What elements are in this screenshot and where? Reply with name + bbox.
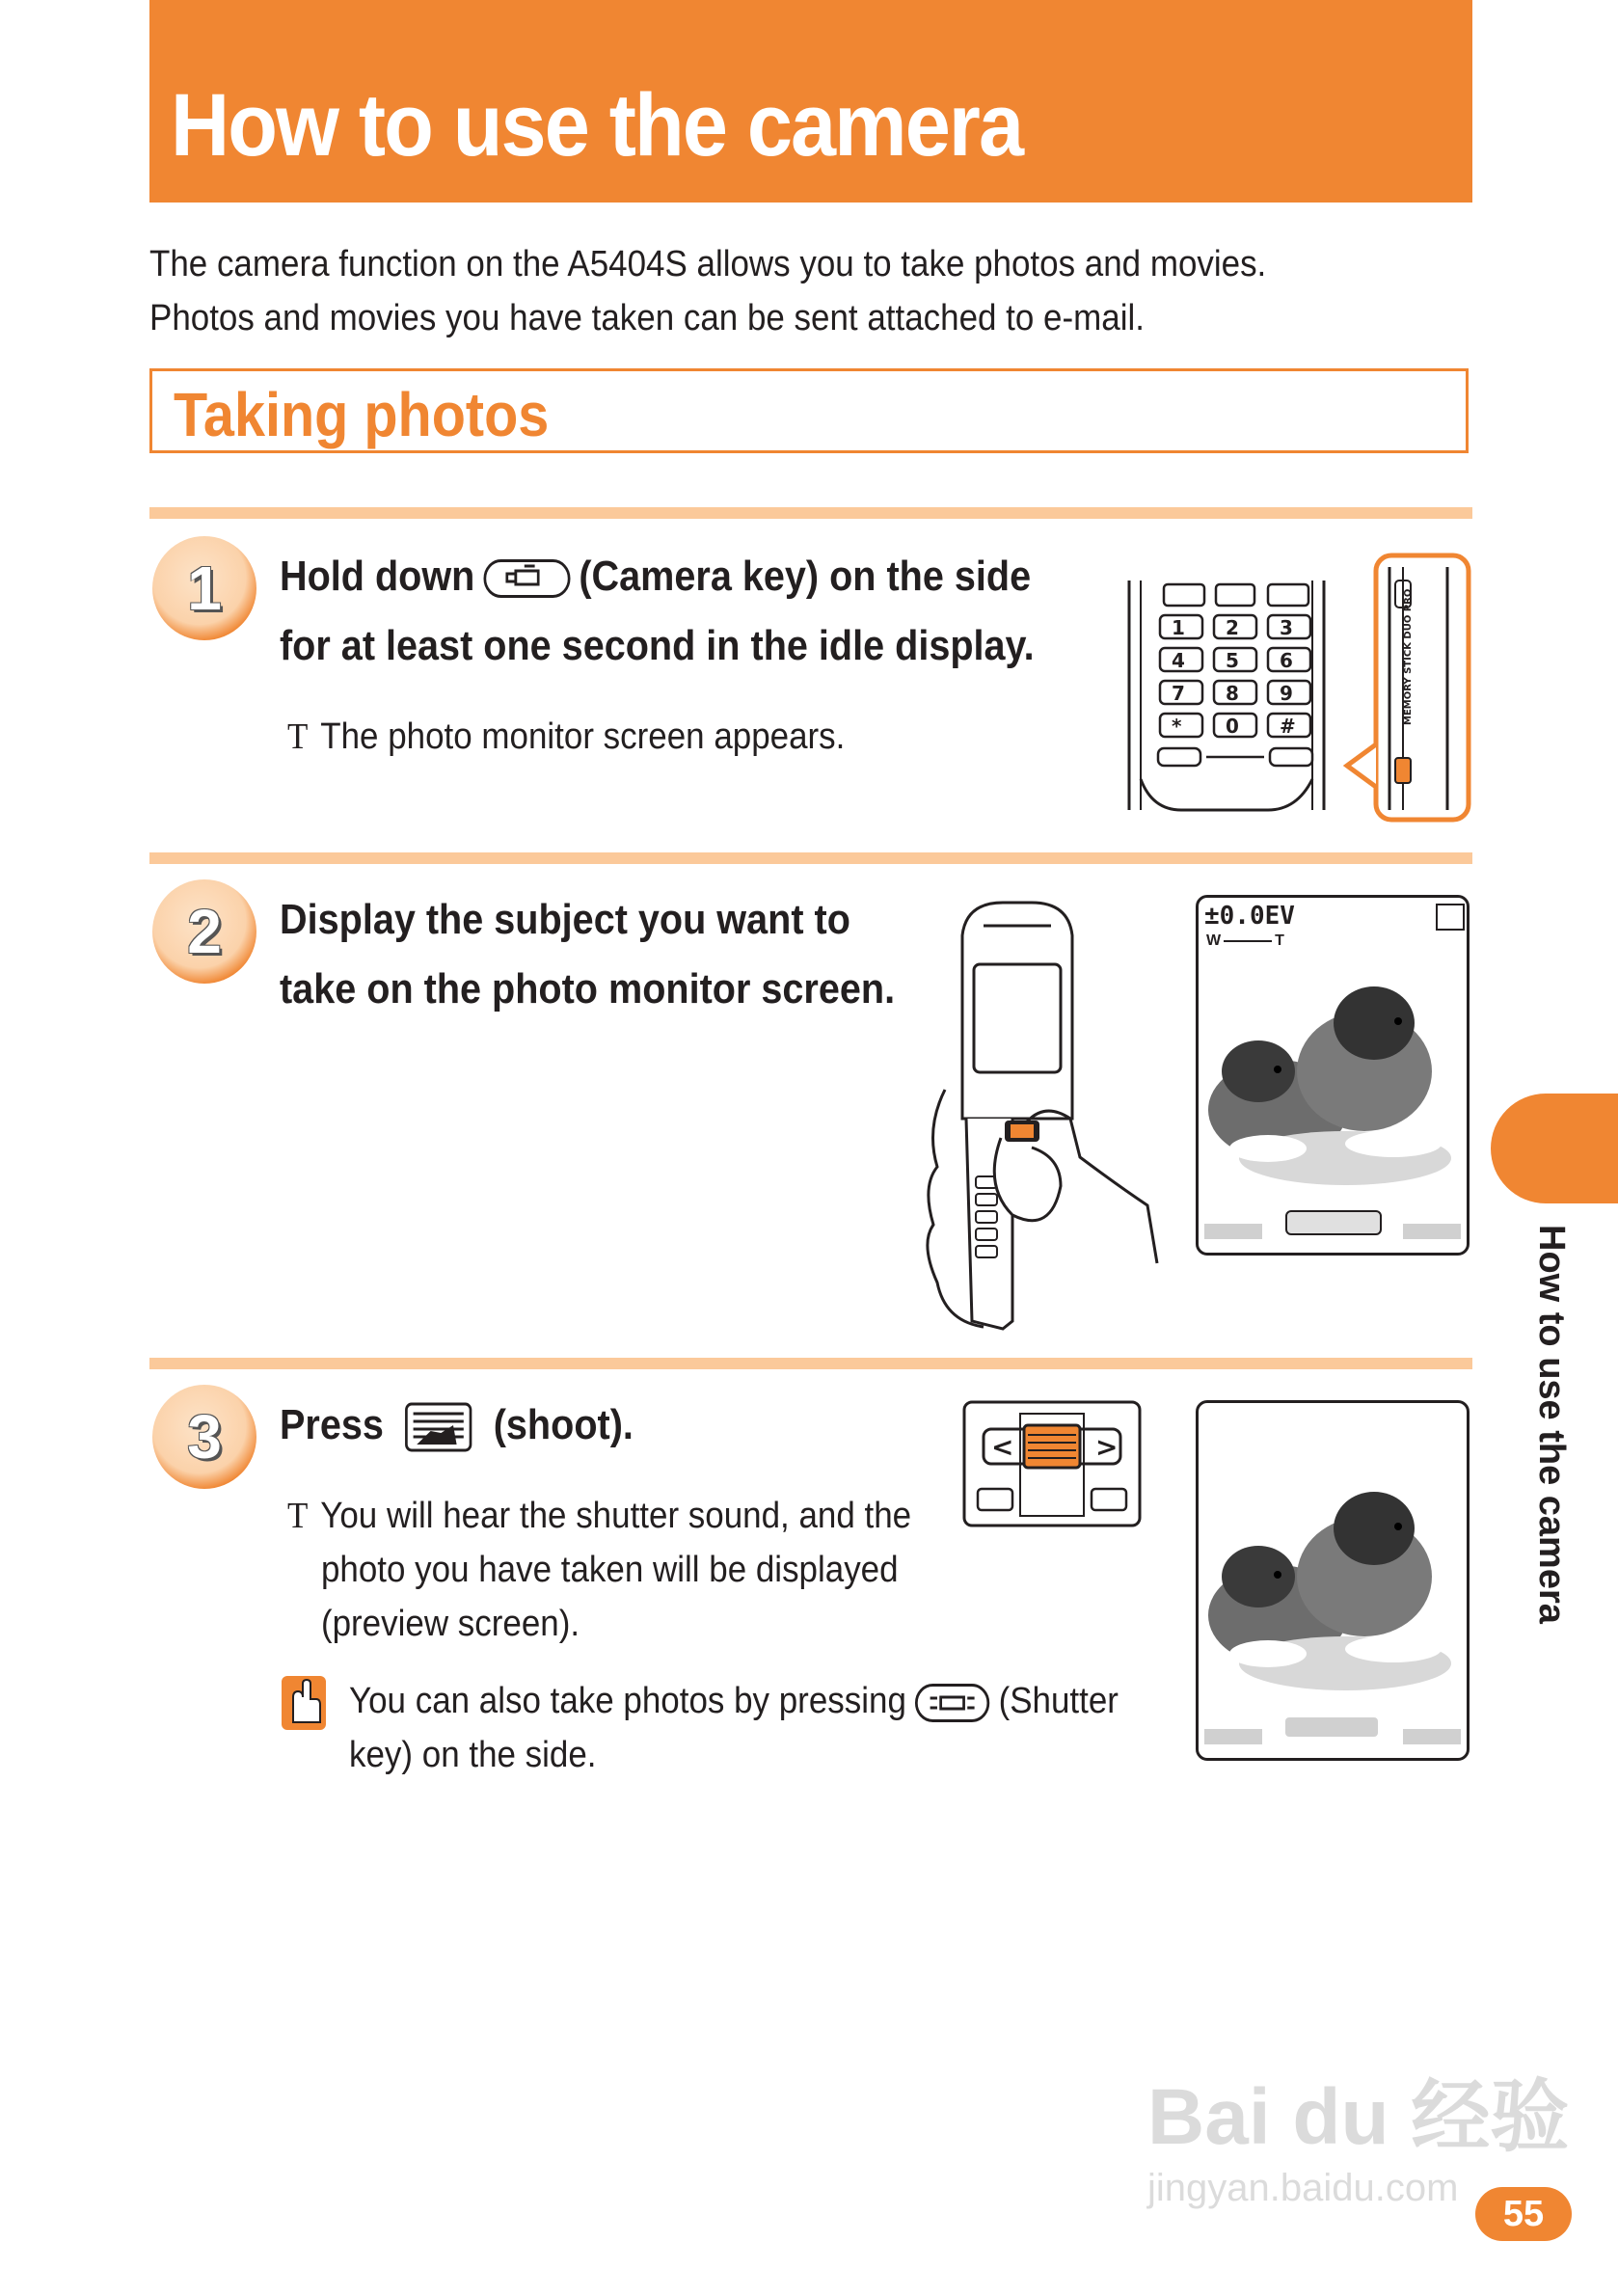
- step-1-badge: [152, 536, 256, 640]
- svg-text:5: 5: [1226, 649, 1239, 672]
- svg-text:9: 9: [1280, 682, 1293, 705]
- step-3-line-1-pre: Press: [280, 1401, 384, 1448]
- note-line-2: key) on the side.: [349, 1735, 597, 1775]
- shutter-key-icon: [915, 1684, 989, 1722]
- step-2-line-1: Display the subject you want to: [280, 896, 850, 943]
- storage-icon: [1436, 904, 1465, 931]
- step-3-note: [349, 1674, 1119, 1782]
- svg-text:<: <: [991, 1431, 1014, 1463]
- watermark-brand: Bai du 经验: [1147, 2073, 1570, 2161]
- svg-text:7: 7: [1172, 682, 1185, 705]
- bullet-mark: T: [287, 1496, 309, 1536]
- note-line-1-post: (Shutter: [998, 1681, 1119, 1721]
- step-1-instruction: [280, 542, 1035, 681]
- watermark-url: jingyan.baidu.com: [1147, 2167, 1459, 2209]
- section-title: Taking photos: [174, 380, 550, 449]
- monitor-softkey-right: [1403, 1224, 1461, 1239]
- section-heading-box: [149, 368, 1469, 453]
- monitor-softkey-left: [1204, 1224, 1262, 1239]
- svg-text:*: *: [1172, 715, 1182, 738]
- preview-center-softkey: [1285, 1717, 1378, 1737]
- exposure-readout: ±0.0EV: [1204, 902, 1295, 931]
- step-3-instruction: [280, 1391, 634, 1460]
- svg-text:8: 8: [1226, 682, 1239, 705]
- phone-keypad-illustration: [1123, 552, 1472, 824]
- step-2-instruction: [280, 885, 895, 1024]
- header-bar: [149, 0, 1472, 203]
- puppies-preview-photo: [1200, 1461, 1467, 1702]
- shoot-key-icon: [405, 1402, 472, 1452]
- chapter-side-tab: [1491, 1094, 1618, 1203]
- svg-text:#: #: [1280, 715, 1296, 738]
- monitor-nav-bar: [1285, 1210, 1382, 1235]
- zoom-tele-label: T: [1275, 932, 1284, 949]
- step-1-line-1-pre: Hold down: [280, 553, 475, 600]
- svg-text:3: 3: [1280, 616, 1293, 639]
- camera-key-icon: [483, 559, 570, 598]
- note-hand-icon: [282, 1676, 326, 1730]
- zoom-indicator: [1206, 932, 1284, 950]
- step-1-bullet-text: The photo monitor screen appears.: [320, 716, 846, 757]
- intro-text: [149, 237, 1403, 345]
- preview-screen: [1196, 1400, 1470, 1761]
- preview-softkey-left: [1204, 1729, 1262, 1744]
- preview-softkey-right: [1403, 1729, 1461, 1744]
- page-number: 55: [1475, 2187, 1572, 2241]
- chapter-side-label: How to use the camera: [1531, 1225, 1572, 1624]
- step-3-badge: [152, 1385, 256, 1489]
- page-title: How to use the camera: [171, 76, 1023, 175]
- step-divider-1: [149, 507, 1472, 519]
- svg-text:0: 0: [1226, 715, 1239, 738]
- step-3-bullet-line-3: (preview screen).: [320, 1604, 580, 1644]
- step-3-bullet-line-1: You will hear the shutter sound, and the: [320, 1496, 912, 1536]
- note-line-1-pre: You can also take photos by pressing: [349, 1681, 906, 1721]
- intro-line-1: The camera function on the A5404S allows you to take photos and movies.: [149, 244, 1267, 284]
- svg-text:>: >: [1095, 1431, 1119, 1463]
- step-2-line-2: take on the photo monitor screen.: [280, 965, 896, 1013]
- step-divider-2: [149, 852, 1472, 864]
- bullet-mark: T: [287, 716, 309, 757]
- svg-text:1: 1: [1172, 616, 1185, 639]
- puppies-photo: [1200, 965, 1467, 1197]
- step-divider-3: [149, 1358, 1472, 1369]
- step-3-number: 3: [187, 1402, 222, 1472]
- step-3-line-1-post: (shoot).: [493, 1401, 634, 1448]
- step-1-line-2: for at least one second in the idle display.: [280, 622, 1035, 669]
- svg-text:2: 2: [1226, 616, 1239, 639]
- side-brand-label: MEMORY STICK DUO PRO: [1403, 588, 1414, 725]
- step-3-bullet-line-2: photo you have taken will be displayed: [320, 1550, 899, 1590]
- step-1-line-1-post: (Camera key) on the side: [579, 553, 1032, 600]
- step-2-number: 2: [187, 897, 222, 966]
- step-3-bullet: [287, 1489, 911, 1651]
- nav-key-illustration: [962, 1400, 1142, 1527]
- svg-text:4: 4: [1172, 649, 1185, 672]
- hand-holding-phone-illustration: [916, 897, 1167, 1331]
- step-1-line-1: [280, 542, 1035, 611]
- intro-line-2: Photos and movies you have taken can be sent attached to e-mail.: [149, 298, 1145, 338]
- step-2-badge: [152, 879, 256, 984]
- step-1-number: 1: [187, 554, 222, 623]
- photo-monitor-screen: [1196, 895, 1470, 1256]
- zoom-wide-label: W: [1206, 932, 1222, 949]
- step-1-bullet: [287, 710, 845, 764]
- svg-text:6: 6: [1280, 649, 1293, 672]
